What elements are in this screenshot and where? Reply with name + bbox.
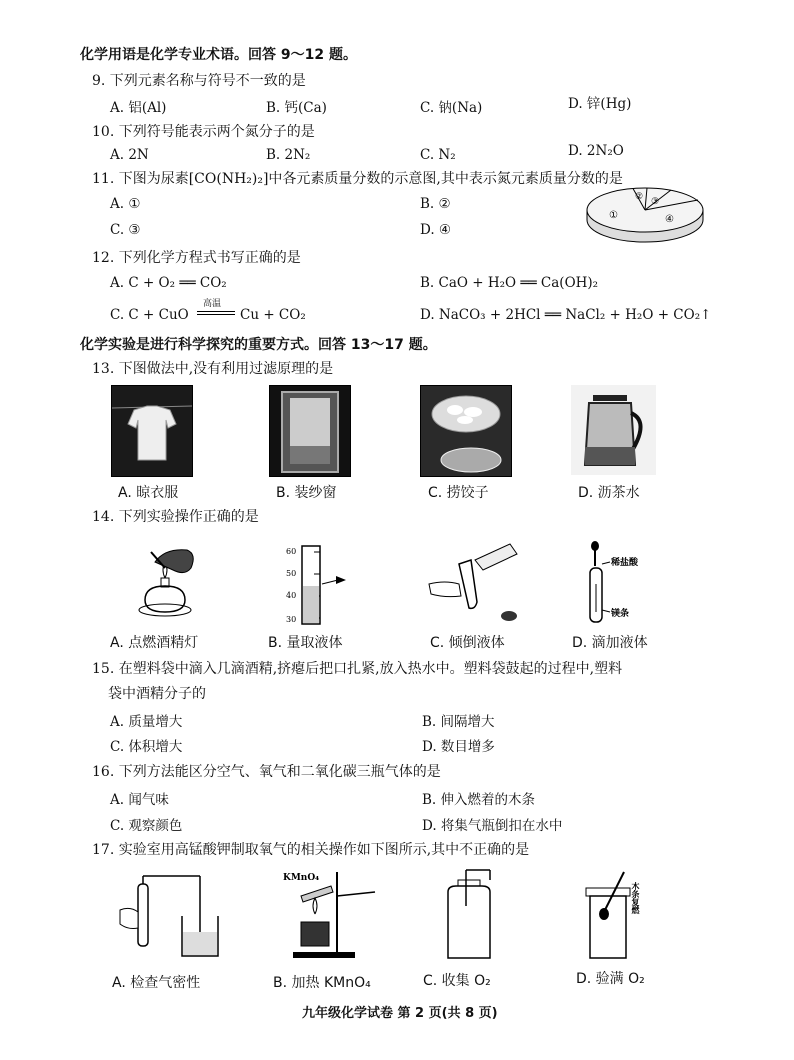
q9-option-c: C. 钠(Na) <box>420 100 483 116</box>
q13-option-b: B. 装纱窗 <box>276 485 337 501</box>
illustration-pouring-liquid <box>425 540 525 625</box>
photo-scooping-dumplings <box>420 385 512 477</box>
q11-option-d: D. ④ <box>420 222 452 238</box>
label-magnesium-strip: 镁条 <box>611 609 630 619</box>
question-10-stem: 10. 下列符号能表示两个氮分子的是 <box>92 124 315 140</box>
pie-label-2: ② <box>635 192 644 202</box>
q16-option-b: B. 伸入燃着的木条 <box>422 792 536 808</box>
q10-option-a: A. 2N <box>110 147 149 163</box>
cylinder-tick-50: 50 <box>286 569 297 578</box>
q14-option-a: A. 点燃酒精灯 <box>110 635 199 651</box>
illustration-testing-oxygen-full <box>580 866 670 966</box>
q12-option-d: D. NaCO₃ + 2HCl ══ NaCl₂ + H₂O + CO₂↑ <box>420 307 712 323</box>
illustration-lighting-alcohol-lamp <box>125 540 205 625</box>
q14-option-d: D. 滴加液体 <box>572 635 648 651</box>
photo-draining-tea <box>571 385 656 475</box>
question-15-stem-line1: 15. 在塑料袋中滴入几滴酒精,挤瘪后把口扎紧,放入热水中。塑料袋鼓起的过程中,塑料 <box>92 661 623 677</box>
section-heading-2: 化学实验是进行科学探究的重要方式。回答 13～17 题。 <box>80 337 437 353</box>
q9-option-a: A. 铝(Al) <box>110 100 167 116</box>
cylinder-tick-30: 30 <box>286 615 297 624</box>
q15-option-b: B. 间隔增大 <box>422 714 495 730</box>
q17-option-a: A. 检查气密性 <box>112 975 201 991</box>
q12-equals-sign <box>197 311 235 315</box>
photo-window-screen <box>269 385 351 477</box>
q17-option-b: B. 加热 KMnO₄ <box>273 975 371 991</box>
q16-option-c: C. 观察颜色 <box>110 818 183 834</box>
q9-option-b: B. 钙(Ca) <box>266 100 327 116</box>
q11-option-c: C. ③ <box>110 222 141 238</box>
q17-option-c: C. 收集 O₂ <box>423 973 491 989</box>
q10-option-b: B. 2N₂ <box>266 147 311 163</box>
pie-label-3: ③ <box>651 197 660 207</box>
q13-option-d: D. 沥茶水 <box>578 485 640 501</box>
illustration-heating-kmno4 <box>275 866 395 966</box>
label-stick-reignites: 木条复燃 <box>631 882 641 914</box>
q9-option-d: D. 锌(Hg) <box>568 96 632 112</box>
q12-option-a: A. C + O₂ ══ CO₂ <box>110 275 227 291</box>
pie-label-1: ① <box>609 210 618 221</box>
q14-option-c: C. 倾倒液体 <box>430 635 505 651</box>
q15-option-a: A. 质量增大 <box>110 714 183 730</box>
illustration-adding-dropwise <box>580 540 660 625</box>
illustration-measuring-cylinder <box>272 540 352 625</box>
q14-option-b: B. 量取液体 <box>268 635 343 651</box>
pie-label-4: ④ <box>665 214 674 225</box>
question-17-stem: 17. 实验室用高锰酸钾制取氧气的相关操作如下图所示,其中不正确的是 <box>92 842 530 858</box>
q13-option-c: C. 捞饺子 <box>428 485 489 501</box>
question-15-stem-line2: 袋中酒精分子的 <box>108 686 206 702</box>
q12-option-c-left: C. C + CuO <box>110 307 189 323</box>
cylinder-tick-40: 40 <box>286 591 297 600</box>
urea-mass-fraction-pie <box>585 184 705 244</box>
q13-option-a: A. 晾衣服 <box>118 485 179 501</box>
page-footer: 九年级化学试卷 第 2 页(共 8 页) <box>302 1006 498 1021</box>
photo-drying-clothes <box>111 385 193 477</box>
question-12-stem: 12. 下列化学方程式书写正确的是 <box>92 250 301 266</box>
question-13-stem: 13. 下图做法中,没有利用过滤原理的是 <box>92 361 334 377</box>
q12-option-b: B. CaO + H₂O ══ Ca(OH)₂ <box>420 275 599 291</box>
cylinder-tick-60: 60 <box>286 547 297 556</box>
q10-option-c: C. N₂ <box>420 147 456 163</box>
q12-option-c-condition: 高温 <box>203 299 222 309</box>
question-11-stem: 11. 下图为尿素[CO(NH₂)₂]中各元素质量分数的示意图,其中表示氮元素质量分数的是 <box>92 171 623 187</box>
label-kmno4: KMnO₄ <box>283 873 320 883</box>
q12-option-c-right: Cu + CO₂ <box>240 307 306 323</box>
q15-option-c: C. 体积增大 <box>110 739 183 755</box>
q16-option-d: D. 将集气瓶倒扣在水中 <box>422 818 563 834</box>
illustration-airtightness-check <box>110 866 230 966</box>
section-heading-1: 化学用语是化学专业术语。回答 9～12 题。 <box>80 47 357 63</box>
illustration-collecting-oxygen <box>430 866 510 966</box>
question-16-stem: 16. 下列方法能区分空气、氧气和二氧化碳三瓶气体的是 <box>92 764 441 780</box>
q17-option-d: D. 验满 O₂ <box>576 971 645 987</box>
question-14-stem: 14. 下列实验操作正确的是 <box>92 509 259 525</box>
q11-option-a: A. ① <box>110 196 141 212</box>
q10-option-d: D. 2N₂O <box>568 143 624 159</box>
q16-option-a: A. 闻气味 <box>110 792 169 808</box>
q11-option-b: B. ② <box>420 196 451 212</box>
q15-option-d: D. 数目增多 <box>422 739 495 755</box>
question-9-stem: 9. 下列元素名称与符号不一致的是 <box>92 73 306 89</box>
label-dilute-hcl: 稀盐酸 <box>611 558 639 568</box>
